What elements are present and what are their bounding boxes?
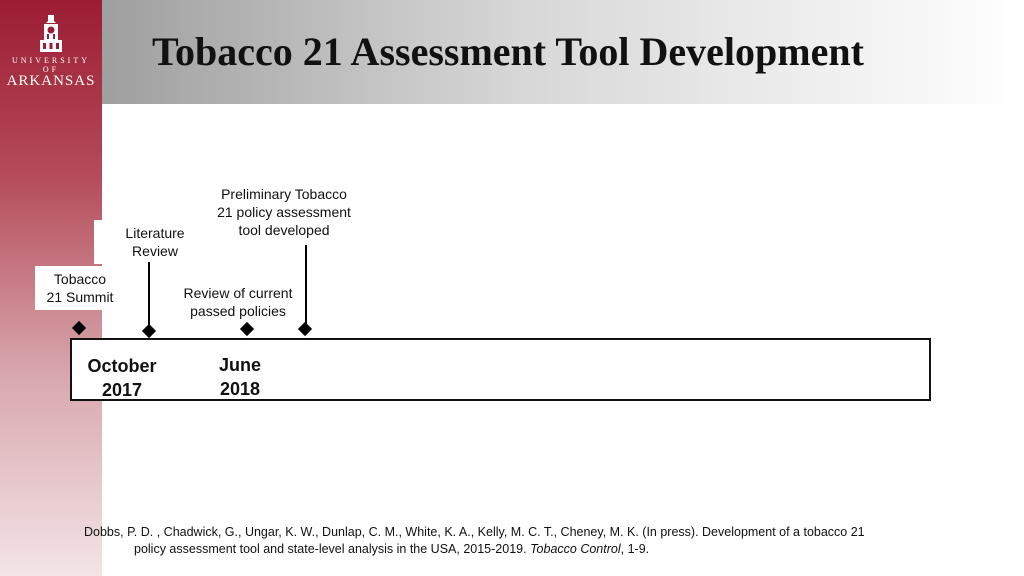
event-label-line: Tobacco [53, 271, 107, 287]
page-title: Tobacco 21 Assessment Tool Development [152, 29, 864, 74]
event-label-line: Review [132, 243, 178, 259]
citation-journal: Tobacco Control [530, 542, 621, 556]
event-label-line: tool developed [238, 222, 330, 238]
date-year: 2018 [219, 379, 261, 399]
citation-line-2-end: , 1-9. [620, 542, 650, 556]
date-year: 2017 [101, 380, 143, 400]
citation-line-2-text: policy assessment tool and state-level analysis in the USA, 2015-2019. [134, 542, 531, 556]
event-label-line: Preliminary Tobacco [221, 186, 347, 202]
event-label-preliminary-tool [204, 185, 364, 239]
event-label-literature-review [94, 220, 210, 264]
event-label-review-current-policies [168, 284, 308, 320]
event-label-tobacco-21-summit [35, 266, 125, 310]
milestone-marker [142, 324, 156, 338]
logo-name: ARKANSAS [6, 73, 96, 89]
old-main-tower-icon [37, 14, 65, 54]
milestone-marker [298, 322, 312, 336]
date-month: October [87, 356, 157, 376]
event-label-line: 21 Summit [46, 289, 114, 305]
date-month: June [218, 355, 261, 375]
citation-line-1: Dobbs, P. D. , Chadwick, G., Ungar, K. W., Dunlap, C. M., White, K. A., Kelly, M. C. T., Cheney, M. K. (In press). Development of a tobacco 21 [84, 525, 865, 539]
date-label-june-2018 [198, 353, 282, 401]
event-label-line: Literature [125, 225, 185, 241]
event-label-line: 21 policy assessment [217, 204, 351, 220]
logo-top-text: UNIVERSITY OF [12, 56, 90, 74]
milestone-marker [240, 322, 254, 336]
university-logo [6, 14, 96, 94]
date-label-october-2017 [76, 354, 168, 402]
citation [84, 524, 984, 558]
event-label-line: passed policies [190, 303, 286, 319]
citation-line-2 [84, 541, 984, 558]
connector-line-preliminary-tool [305, 245, 307, 330]
connector-line-literature-review [148, 262, 150, 330]
event-label-line: Review of current [183, 285, 293, 301]
